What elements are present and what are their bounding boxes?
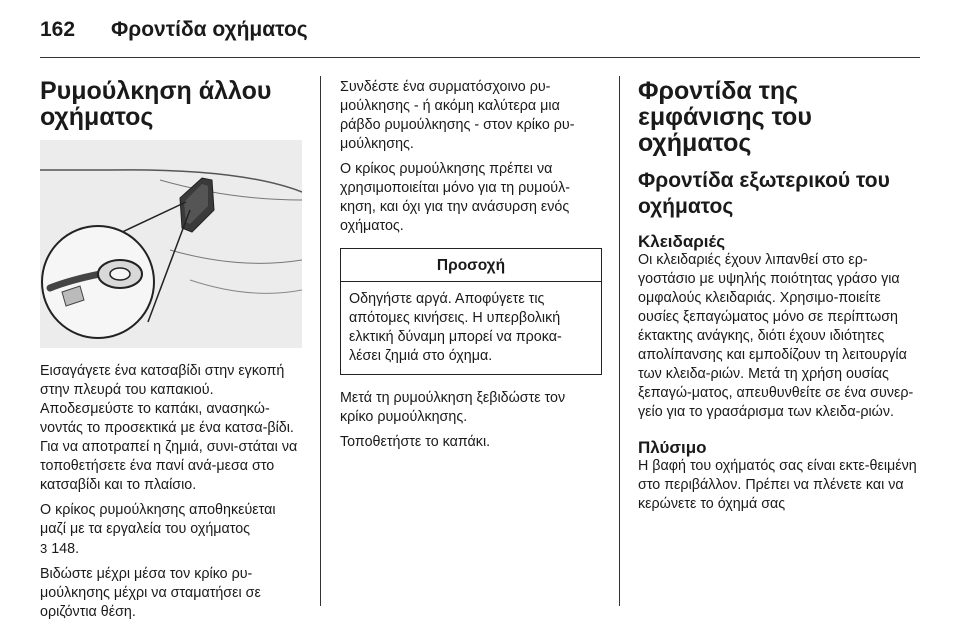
caution-text: Οδηγήστε αργά. Αποφύγετε τις απότομες κινήσεις. Η υπερβολική ελκτική δύναμη μπορεί να προκα-λέσει ζημιά στο όχημα.: [349, 291, 562, 364]
exterior-care-title: Φροντίδα εξωτερικού του οχήματος: [638, 169, 890, 218]
page-reference-link[interactable]: 148.: [51, 541, 80, 557]
column-1: [40, 78, 302, 628]
page-header: [40, 16, 920, 52]
locks-paragraph: Οι κλειδαριές έχουν λιπανθεί στο ερ-γοστάσιο με υψηλής ποιότητας γράσο για ομφαλούς κλειδαριάς. Χρησιμο-ποιείτε ουσίες ξεπαγώματος μόνο σε περίπτωση έκτακτης ανάγκης, διότι έχουν ιδιότητες απολίπανσης και εμποδίζουν τη λειτουργία των κλειδα-ριών. Μετά τη χρήση ουσίας ξεπαγώ-ματος, απευθυνθείτε σε ένα συνερ-γείο για το γρασάρισμα των κλειδα-ριών.: [638, 252, 914, 420]
column-divider-1: [320, 76, 321, 606]
running-title: Φροντίδα οχήματος: [111, 18, 308, 41]
column-2: [340, 78, 602, 458]
appearance-care-title: Φροντίδα της εμφάνισης του οχήματος: [638, 77, 812, 157]
caution-title: Προσοχή: [341, 249, 601, 282]
towing-eye-illustration: [40, 140, 302, 348]
towing-section-title: Ρυμούλκηση άλλου οχήματος: [40, 77, 272, 131]
column-divider-2: [619, 76, 620, 606]
cross-reference-arrow-icon: 3: [40, 541, 48, 556]
page-number: 162: [40, 18, 76, 41]
header-rule: [40, 57, 920, 58]
towing-paragraph-7: Τοποθετήστε το καπάκι.: [340, 434, 491, 450]
towing-paragraph-3: Βιδώστε μέχρι μέσα τον κρίκο ρυ-μούλκησης μέχρι να σταματήσει σε οριζόντια θέση.: [40, 566, 261, 620]
towing-paragraph-6: Μετά τη ρυμούλκηση ξεβιδώστε τον κρίκο ρυμούλκησης.: [340, 390, 566, 425]
washing-heading: Πλύσιμο: [638, 438, 707, 457]
washing-paragraph: Η βαφή του οχήματός σας είναι εκτε-θειμένη στο περιβάλλον. Πρέπει να πλένετε και να κερώνετε το όχημά σας: [638, 458, 917, 512]
towing-paragraph-4: Συνδέστε ένα συρματόσχοινο ρυ-μούλκησης - ή ακόμη καλύτερα μια ράβδο ρυμούλκησης - στον κρίκο ρυ-μούλκησης.: [340, 79, 575, 152]
towing-paragraph-2: [40, 501, 302, 559]
caution-box: [340, 248, 602, 375]
towing-paragraph-1: Εισαγάγετε ένα κατσαβίδι στην εγκοπή στην πλευρά του καπακιού. Αποδεσμεύστε το καπάκι, ανασηκώ-νοντάς το προσεκτικά με ένα κατσα-βίδι. Για να αποτραπεί η ζημιά, συνι-στάται να τοποθετήσετε ένα πανί ανά-μεσα στο κατσαβίδι και το πλαίσιο.: [40, 363, 298, 493]
towing-paragraph-5: Ο κρίκος ρυμούλκησης πρέπει να χρησιμοποιείται μόνο για τη ρυμούλ-κηση, και όχι για την ανάσυρση ενός οχήματος.: [340, 161, 571, 234]
locks-heading: Κλειδαριές: [638, 232, 726, 251]
column-3: [638, 78, 920, 520]
towing-eye-drawing: [40, 140, 302, 348]
towing-paragraph-2-text: Ο κρίκος ρυμούλκησης αποθηκεύεται μαζί με τα εργαλεία του οχήματος: [40, 502, 276, 537]
